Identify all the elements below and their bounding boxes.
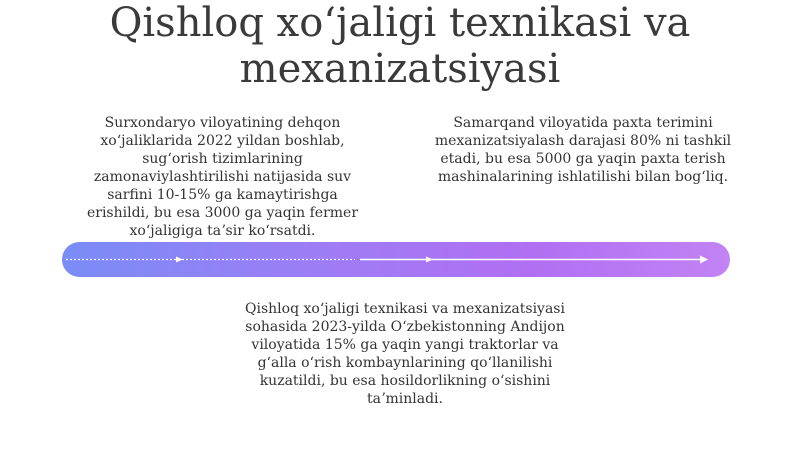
page-title: Qishloq xoʻjaligi texnikasi va mexanizatsiyasi bbox=[109, 0, 691, 92]
timeline-arrow-end-icon bbox=[700, 256, 708, 264]
timeline-arrow-2-icon bbox=[426, 257, 433, 263]
timeline-arrow-1-icon bbox=[176, 257, 183, 263]
text-block-andijon: Qishloq xoʻjaligi texnikasi va mexanizatsiyasi sohasida 2023-yilda Oʻzbekistonning Andijon viloyatida 15% ga yaqin yangi traktorlar va gʻalla oʻrish kombaynlarining qoʻllanilishi kuzatildi, bu esa hosildorlikning oʻsishini taʼminladi. bbox=[245, 301, 565, 407]
text-block-surxondaryo: Surxondaryo viloyatining dehqon xoʻjaliklarida 2022 yildan boshlab, sugʻorish tizimlarining zamonaviylashtirilishi natijasida suv sarfini 10-15% ga kamaytirishga erishildi, bu esa 3000 ga yaqin fermer xoʻjaligiga taʼsir koʻrsatdi. bbox=[86, 115, 359, 239]
text-block-samarqand: Samarqand viloyatida paxta terimini mexanizatsiyalash darajasi 80% ni tashkil etadi, bu esa 5000 ga yaqin paxta terish mashinalarining ishlatilishi bilan bogʻliq. bbox=[434, 115, 732, 185]
